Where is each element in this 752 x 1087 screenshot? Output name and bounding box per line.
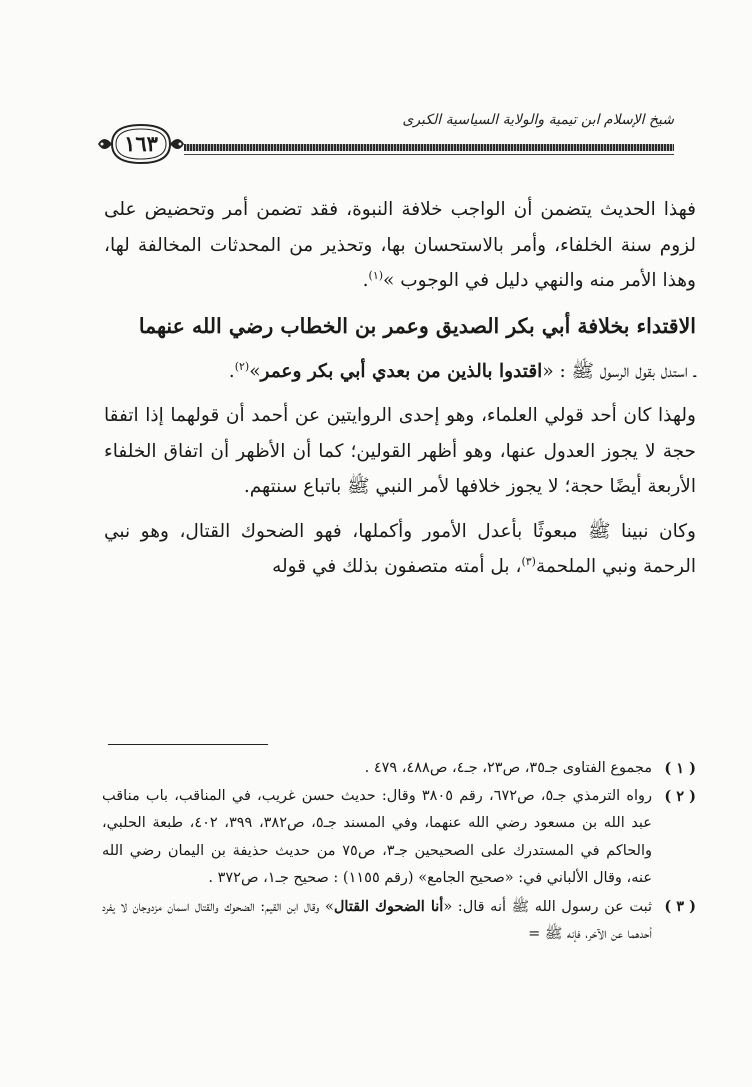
footnote-text (102, 893, 652, 949)
footnote-2 (102, 783, 696, 893)
running-title: شيخ الإسلام ابن تيمية والولاية السياسية الكبرى (402, 112, 674, 128)
paragraph-4-text: وكان نبينا ﷺ مبعوثًا بأعدل الأمور وأكملها، فهو الضحوك القتال، وهو نبي الرحمة ونبي الملحمة (104, 520, 696, 577)
footnote-number: ( ٢ ) (664, 787, 696, 805)
paragraph-4 (104, 514, 696, 585)
footnote-ref-1: (١) (368, 268, 384, 282)
footnote-3-rest: » وقال ابن القيم: الضحوك والقتال اسمان مزدوجان لا يفرد أحدهما عن الآخر، فإنه ﷺ = (102, 898, 652, 942)
page-header (96, 108, 674, 166)
footnote-3-quote: أنا الضحوك القتال (333, 897, 444, 915)
footnote-text: رواه الترمذي جـ٥، ص٦٧٢، رقم ٣٨٠٥ وقال: حديث حسن غريب، في المناقب، باب مناقب عبد الله بن مسعود رضي الله عنهما، وفي المسند جـ٥، ص٣٨٢، ٣٩٩، ٤٠٢، طبعة الحلبي، والحاكم في المستدرك على الصحيحين جـ٣، ص٧٥ من حديث حذيفة بن اليمان رضي الله عنه، وقال الألباني في: «صحيح الجامع» (رقم ١١٥٥) : صحيح جـ١، ص٣٧٢ . (102, 787, 653, 886)
paragraph-4-text-end: ، بل أمته متصفون بذلك في قوله (272, 556, 522, 577)
paragraph-2-lead: ـ استدل بقول الرسول ﷺ : « (542, 360, 696, 382)
footnote-ref-3: (٣) (521, 554, 536, 568)
section-heading: الاقتداء بخلافة أبي بكر الصديق وعمر بن الخطاب رضي الله عنهما (138, 313, 696, 338)
footnotes (102, 755, 696, 949)
paragraph-2-end: . (228, 360, 235, 382)
paragraph-1-end: . (362, 270, 369, 291)
footnote-text: مجموع الفتاوى جـ٣٥، ص٢٣، جـ٤، ص٤٨٨، ٤٧٩ . (364, 760, 652, 776)
main-text (104, 192, 696, 594)
footnote-number: ( ١ ) (664, 760, 696, 777)
footnote-1 (102, 755, 696, 783)
paragraph-1-text: فهذا الحديث يتضمن أن الواجب خلافة النبوة، فقد تضمن أمر وتحضيض على لزوم سنة الخلفاء، وأمر بالاستحسان بها، وتحذير من المحدثات المخالفة لها، وهذا الأمر منه والنهي دليل في الوجوب » (104, 199, 696, 291)
footnote-ref-2: (٢) (234, 359, 250, 373)
paragraph-1 (104, 192, 696, 299)
footnote-3-lead: ثبت عن رسول الله ﷺ أنه قال: « (443, 898, 653, 915)
footnote-divider (108, 744, 268, 745)
paragraph-3: ولهذا كان أحد قولي العلماء، وهو إحدى الروايتين عن أحمد أن قولهما إذا اتفقا حجة لا يجوز العدول عنها، وهو أظهر القولين؛ كما أن الأظهر أن اتفاق الخلفاء الأربعة أيضًا حجة؛ لا يجوز خلافها لأمر النبي ﷺ باتباع سنتهم. (104, 405, 696, 497)
page-number: ١٦٣ (124, 131, 158, 156)
header-rule-thin (184, 154, 674, 155)
footnote-3 (102, 893, 696, 949)
hadith-quote: اقتدوا بالذين من بعدي أبي بكر وعمر (260, 360, 543, 382)
header-rule (184, 144, 674, 151)
page-number-ornament (96, 122, 186, 166)
paragraph-2 (104, 354, 696, 390)
footnote-number: ( ٣ ) (664, 897, 696, 915)
quote-close: » (249, 360, 261, 382)
